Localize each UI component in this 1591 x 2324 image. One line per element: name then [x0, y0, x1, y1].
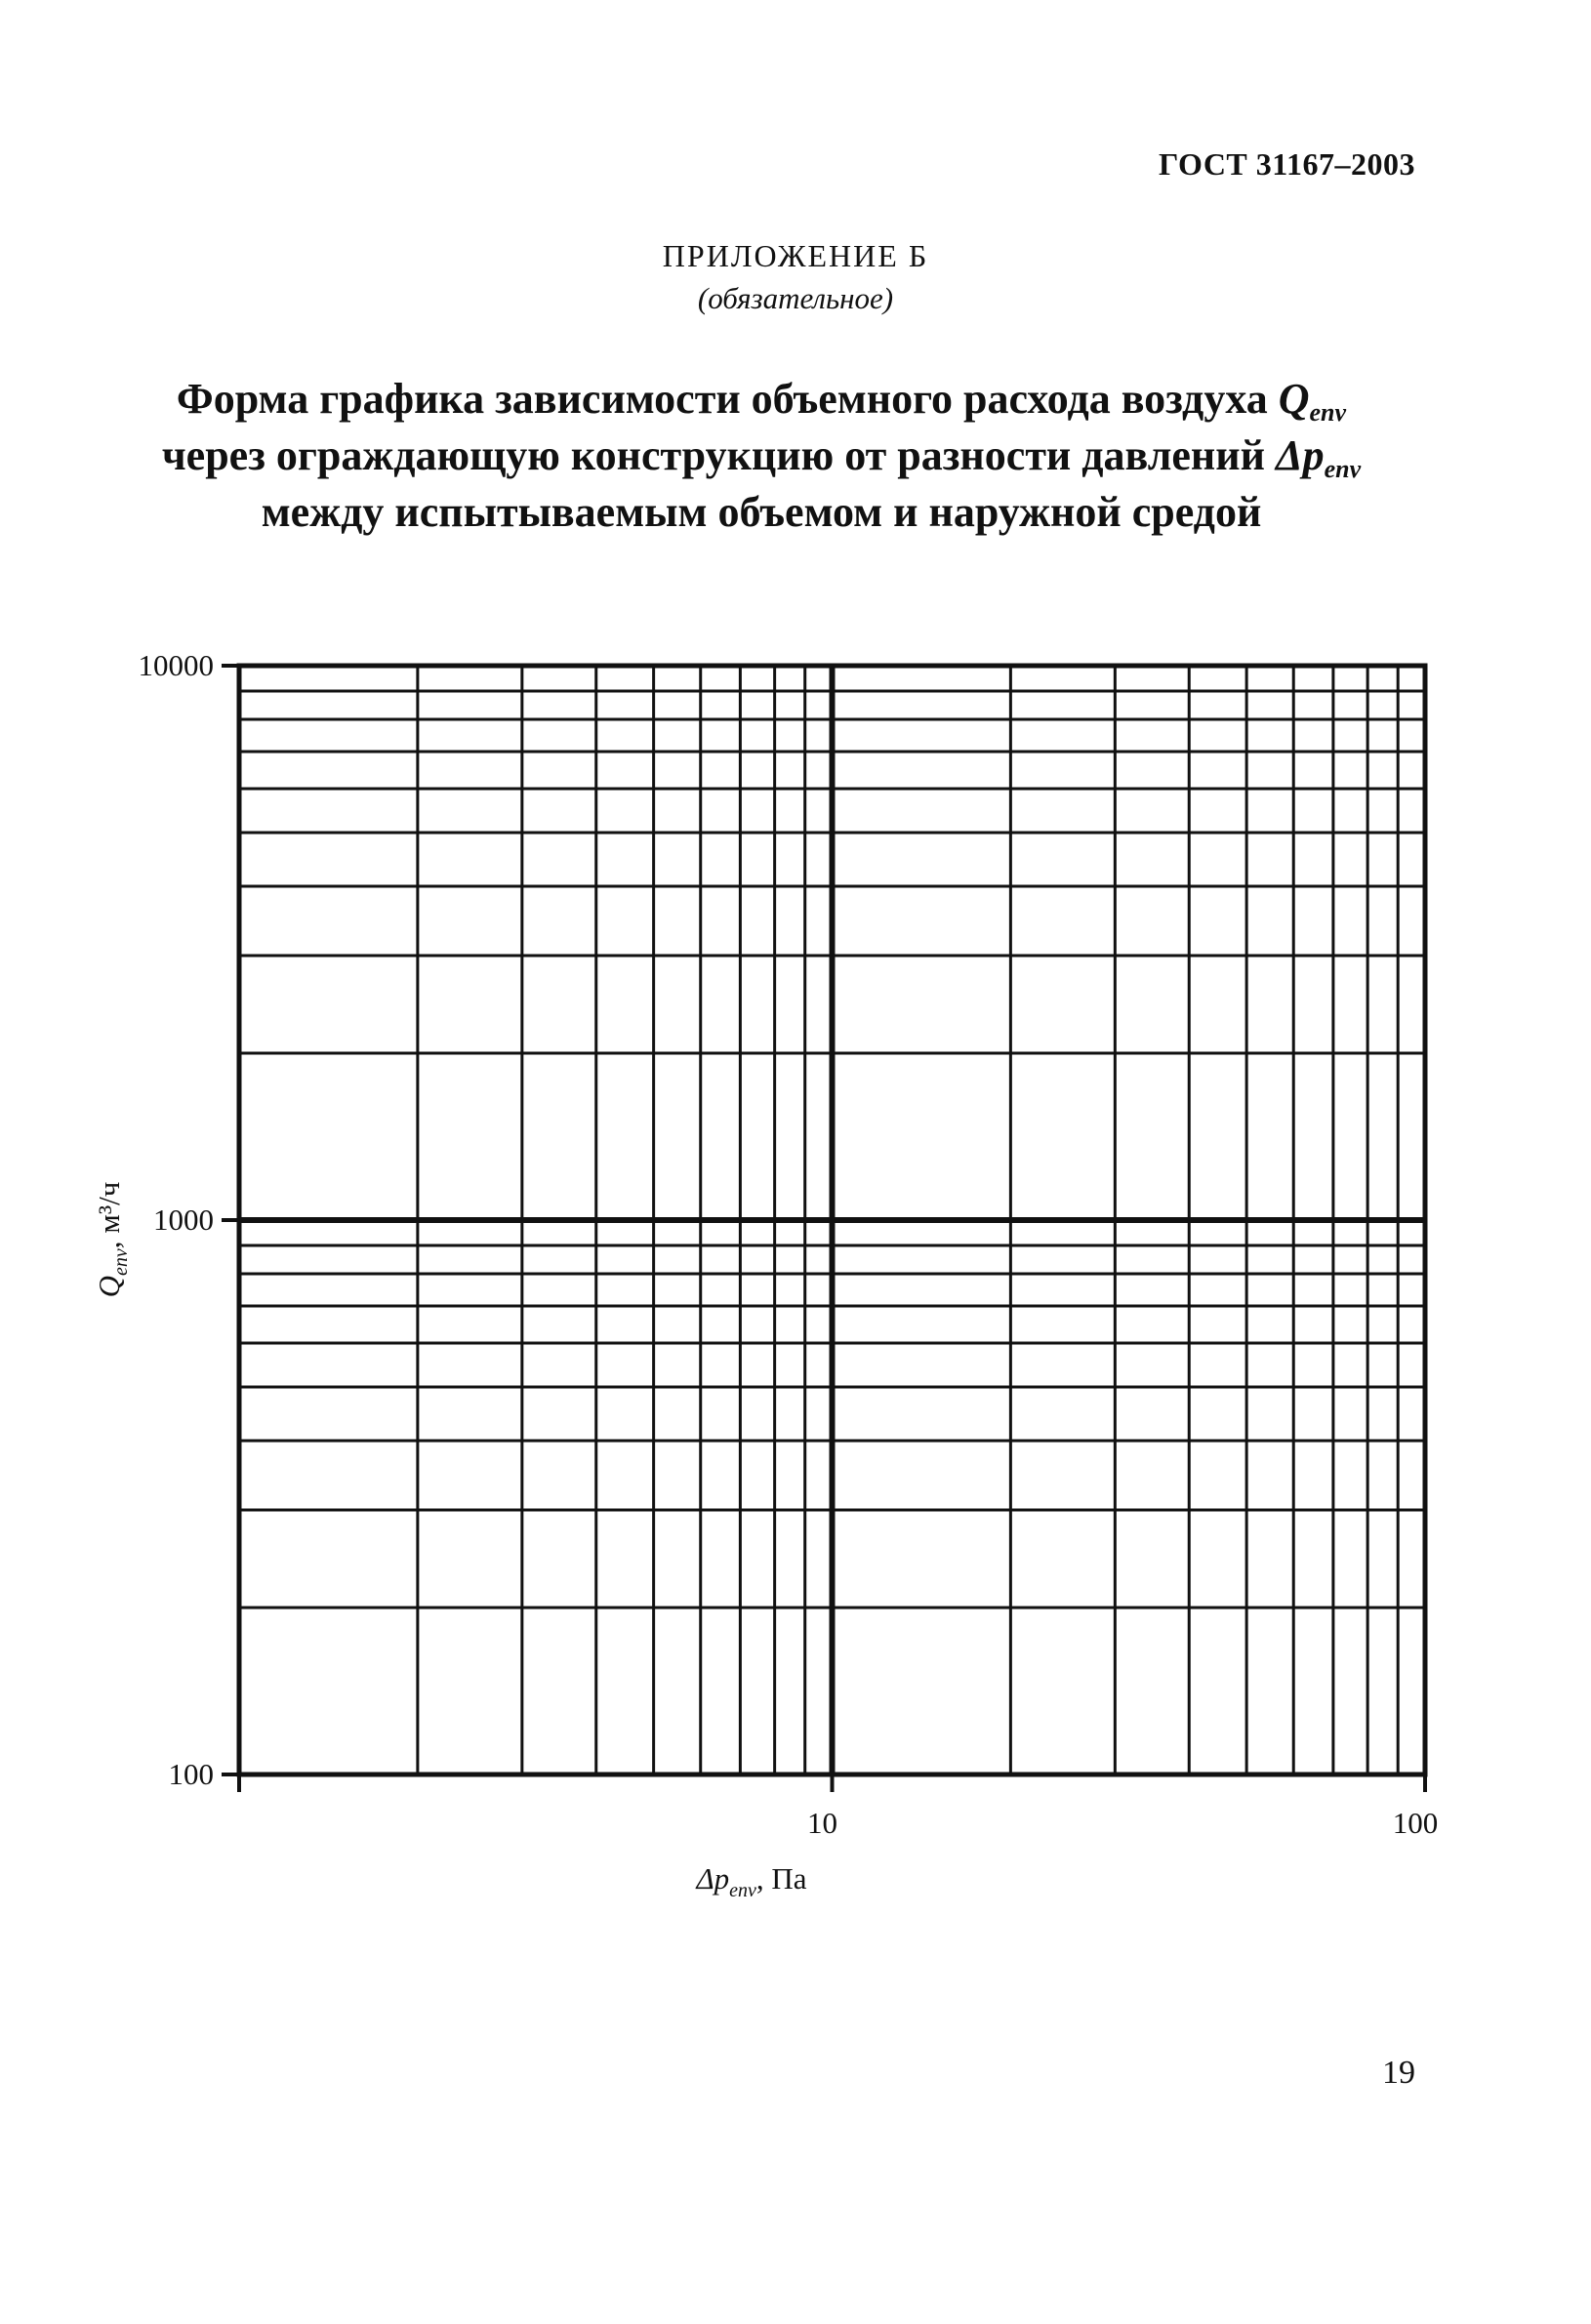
y-axis-unit: , м³/ч	[92, 1181, 126, 1249]
x-axis-label	[694, 1861, 806, 1901]
x-tick-label: 10	[807, 1806, 837, 1840]
title-line1-text: Форма графика зависимости объемного расхода воздуха	[176, 375, 1279, 423]
title-line2-text: через ограждающую конструкцию от разности давлений	[161, 431, 1276, 479]
x-axis-unit: , Па	[755, 1861, 807, 1896]
x-tick-label: 100	[1392, 1806, 1439, 1840]
title-flow-subscript: env	[1309, 398, 1347, 427]
title-flow-symbol: Q	[1278, 375, 1310, 423]
axis-ticks	[222, 666, 1425, 1792]
document-code: ГОСТ 31167–2003	[1158, 146, 1415, 182]
y-tick-label: 10000	[138, 648, 214, 682]
y-axis-subscript: env	[110, 1248, 132, 1276]
x-axis-subscript: env	[729, 1880, 756, 1901]
title-pressure-subscript: env	[1324, 455, 1362, 483]
x-axis-symbol: Δp	[696, 1861, 730, 1896]
figure-title-line-3: между испытываемым объемом и наружной средой	[261, 488, 1262, 536]
y-tick-label: 100	[168, 1757, 214, 1791]
y-tick-label: 1000	[153, 1203, 214, 1237]
y-axis-label	[92, 1182, 132, 1298]
appendix-title: ПРИЛОЖЕНИЕ Б	[662, 238, 929, 273]
page-number: 19	[1382, 2055, 1415, 2091]
appendix-status: (обязательное)	[697, 281, 894, 315]
y-axis-symbol: Q	[92, 1276, 126, 1298]
title-pressure-symbol: Δp	[1276, 431, 1325, 479]
